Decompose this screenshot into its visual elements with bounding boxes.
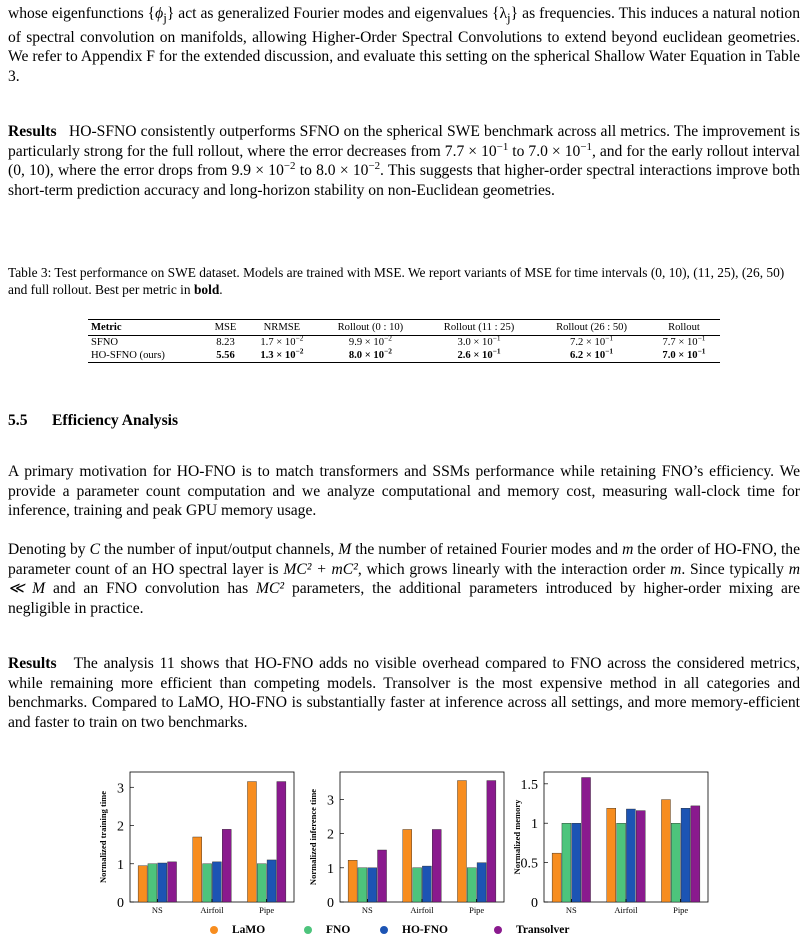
exponent: −1 (492, 346, 501, 356)
legend-label: HO-FNO (402, 924, 448, 936)
mantissa: 9.9 (348, 337, 363, 348)
exponent: −2 (295, 346, 304, 356)
intro-text: This induces a natural notion of spectral convolution on manifolds, allowing Higher-Order Spectral Convolutions to extend beyond euclidean geometries. We refer to Appendix F for the extended discussion, and evaluate this setting on the spherical Shallow Water Equation in Table 3. (8, 5, 800, 85)
bar (607, 808, 616, 902)
legend-marker (210, 926, 218, 934)
legend-label: Transolver (516, 924, 570, 936)
bar (422, 866, 431, 902)
bar (487, 781, 496, 902)
results-text: to 7.0 × 10 (508, 142, 581, 160)
results-table (88, 319, 720, 363)
legend-item-ho-fno (380, 924, 448, 936)
mantissa: 3.0 (457, 337, 471, 348)
intro-text: } act as generalized Fourier modes and eigenvalues {λ (166, 5, 508, 22)
results-text: , and for the early rollout interval (0, 10), where the error drops from 9.9 × 10 (8, 142, 800, 180)
bar (368, 868, 377, 902)
section-title (8, 412, 178, 430)
bar (358, 868, 367, 902)
bar (348, 860, 357, 902)
para-text: the order of HO-FNO, the parameter count of an HO spectral layer is (8, 541, 801, 578)
legend-item-lamo (210, 924, 265, 936)
math-formula: MC² (256, 580, 285, 598)
y-axis-label: Normalized memory (512, 799, 522, 875)
table-header: MSE (214, 322, 237, 333)
mantissa: 7.7 (662, 337, 676, 348)
bar (247, 782, 256, 902)
legend-marker (304, 926, 312, 934)
table-row (88, 336, 720, 350)
bar (138, 866, 147, 902)
section-number: 5.5 (8, 412, 28, 429)
table-cell: $2.6 \times 10^{-1}$ (457, 346, 501, 361)
table-cell: $1.3 \times 10^{-2}$ (260, 346, 304, 361)
results-text: The analysis 11 shows that HO-FNO adds no visible overhead compared to FNO across the considered metrics, while remaining more efficient than competing models. Transolver is the most expensive method in all categories and benchmarks. Compared to LaMO, HO-FNO is substantially faster at inference across all settings, and more memory-efficient and faster to train on two benchmarks. (8, 655, 800, 731)
training-time-chart (96, 766, 302, 922)
intro-text: whose eigenfunctions { (8, 5, 156, 22)
table-header: NRMSE (263, 322, 301, 333)
para-text: . Since typically (681, 560, 789, 578)
motivation-paragraph: A primary motivation for HO-FNO is to match transformers and SSMs performance while retaining FNO’s efficiency. We provide a parameter count computation and we analyze computational and memory cost, measuring wall-clock time for inference, training and peak GPU memory usage. (8, 463, 800, 520)
x-tick-label: NS (361, 905, 373, 915)
subscript: j (163, 10, 167, 26)
bar (636, 811, 645, 902)
y-tick-label: 1 (531, 817, 538, 833)
bar (378, 850, 387, 902)
caption-text: Test performance on SWE dataset. Models are trained with MSE. We report variants of MSE for time intervals (0, 10), (11, 25), (26, 50) and full rollout. Best per metric in (8, 265, 785, 297)
x-tick-label: NS (151, 905, 163, 915)
y-tick-label: 2 (117, 819, 124, 835)
para-text: parameters, the additional parameters introduced by higher-order mixing are negligible in practice. (8, 580, 800, 617)
mantissa: 1.3 (260, 350, 274, 361)
bar (582, 778, 591, 902)
table-header: Rollout (26 : 50) (556, 322, 627, 333)
x-tick-label: Airfoil (200, 905, 224, 915)
parameter-count-paragraph (8, 540, 800, 618)
exponent: −1 (605, 333, 614, 343)
y-tick-label: 1.5 (520, 777, 538, 793)
exponent: −2 (283, 160, 296, 172)
exponent: −1 (697, 346, 706, 356)
bar (257, 864, 266, 902)
bar (671, 823, 680, 902)
table-header: Metric (91, 322, 122, 333)
results-paragraph-1 (8, 122, 800, 200)
legend-marker (494, 926, 502, 934)
caption-bold: bold (193, 282, 220, 297)
bar (432, 829, 441, 902)
para-text: , which grows linearly with the interaction order (357, 560, 671, 578)
legend-label: LaMO (232, 924, 266, 936)
section-title-text: Efficiency Analysis (52, 412, 179, 429)
y-tick-label: 2 (327, 827, 334, 843)
table-header: Rollout (668, 322, 700, 333)
table-cell: $7.0 \times 10^{-1}$ (662, 346, 706, 361)
x-tick-label: Pipe (259, 905, 275, 915)
table-caption (8, 264, 800, 298)
table-cell: $7.2 \times 10^{-1}$ (570, 333, 614, 348)
mantissa: 7.2 (570, 337, 584, 348)
table-cell: $8.0 \times 10^{-2}$ (348, 346, 392, 361)
chart-legend (210, 924, 610, 940)
legend-marker (380, 926, 388, 934)
table-cell: $1.7 \times 10^{-2}$ (260, 333, 304, 348)
exponent: −1 (492, 333, 501, 343)
legend-item-fno (304, 924, 350, 936)
mantissa: 6.2 (569, 350, 584, 361)
exponent: −2 (295, 333, 304, 343)
para-text: the number of input/output channels, (100, 541, 339, 558)
x-tick-label: Pipe (469, 905, 485, 915)
math-symbol: M (338, 541, 352, 558)
table-row (88, 349, 720, 363)
intro-paragraph: whose eigenfunctions $\{\phi_j\}$ act as generalized Fourier modes and eigenvalues $\{\lambda_j\}$ as frequencies. This induces a natural notion of spectral convolution on manifolds, allowing Higher-Order Spectral Convolutions to extend beyond euclidean geometries. We refer to Appendix F for the extended discussion, and evaluate this setting on the spherical Shallow Water Equation in Table 3. (8, 5, 800, 85)
math-symbol: m (670, 560, 682, 578)
exponent: −2 (384, 333, 392, 343)
table-cell: 5.56 (216, 350, 235, 361)
y-tick-label: 0 (531, 896, 538, 911)
bar (661, 800, 670, 902)
mantissa: 2.6 (457, 350, 471, 361)
bar (148, 864, 157, 902)
legend-item-transolver (494, 924, 569, 936)
bar (457, 781, 466, 902)
x-tick-label: Airfoil (614, 905, 638, 915)
bar (203, 864, 212, 902)
math-symbol: C (89, 541, 100, 558)
caption-end: . (219, 282, 223, 297)
bar (477, 863, 486, 902)
bar (403, 829, 412, 902)
y-axis-label: Normalized inference time (308, 788, 318, 886)
math-symbol: m (622, 541, 634, 558)
exponent: −1 (697, 333, 706, 343)
bar (552, 853, 561, 902)
memory-chart (510, 766, 716, 922)
y-tick-label: 1 (327, 861, 334, 877)
x-tick-label: Airfoil (410, 905, 434, 915)
exponent: −1 (605, 346, 614, 356)
table-cell: SFNO (91, 337, 119, 348)
inference-time-chart (306, 766, 512, 922)
bar (277, 782, 286, 902)
mantissa: 1.7 (260, 337, 274, 348)
results-text: to 8.0 × 10 (295, 162, 369, 180)
results-paragraph-2 (8, 654, 800, 732)
bar (626, 809, 635, 902)
table-header: Rollout (0 : 10) (337, 322, 404, 333)
bar (168, 862, 177, 902)
exponent: −1 (496, 140, 509, 153)
y-axis-label: Normalized training time (98, 790, 108, 884)
bar (212, 862, 221, 902)
x-tick-label: Pipe (673, 905, 689, 915)
para-text: Denoting by (8, 541, 90, 558)
bar (267, 860, 276, 902)
caption-label: Table 3: (8, 265, 52, 280)
y-tick-label: 0 (327, 896, 334, 911)
bar (413, 868, 422, 902)
table-cell: $9.9 \times 10^{-2}$ (348, 333, 392, 348)
exponent: −2 (368, 160, 381, 172)
para-text: and an FNO convolution has (45, 580, 257, 598)
intro-text: } as frequencies. (510, 5, 615, 22)
subscript: j (507, 10, 511, 26)
para-text: the number of retained Fourier modes and (351, 541, 623, 558)
bar (158, 863, 167, 902)
y-tick-label: 0.5 (520, 856, 538, 872)
legend-label: FNO (326, 924, 351, 936)
results-text: . This suggests that higher-order spectral interactions improve both short-term prediction accuracy and long-horizon stability on non-Euclidean geometries. (8, 162, 800, 199)
math-formula: MC² + mC² (283, 560, 358, 578)
y-tick-label: 3 (117, 781, 124, 797)
bar (467, 868, 476, 902)
y-tick-label: 3 (327, 793, 334, 809)
bar (222, 829, 231, 902)
x-tick-label: NS (565, 905, 577, 915)
bar (193, 837, 202, 902)
bar (681, 808, 690, 902)
table-cell: $6.2 \times 10^{-1}$ (569, 346, 614, 361)
mantissa: 8.0 (348, 350, 363, 361)
exponent: −1 (580, 140, 592, 153)
table-cell: $7.7 \times 10^{-1}$ (662, 333, 706, 348)
results-text: HO-SFNO consistently outperforms SFNO on the spherical SWE benchmark across all metrics. The improvement is particularly strong for the full rollout, where the error decreases from 7.7 × 10 (8, 123, 800, 160)
mantissa: 7.0 (662, 350, 676, 361)
table-header: Rollout (11 : 25) (443, 322, 515, 333)
math-formula: m ≪ M (8, 560, 800, 598)
bar (617, 823, 626, 902)
table-cell: $3.0 \times 10^{-1}$ (457, 333, 501, 348)
table-header-row (88, 320, 720, 336)
table-cell: 8.23 (216, 337, 235, 348)
results-label: Results (8, 123, 57, 140)
bar (562, 823, 571, 902)
y-tick-label: 1 (117, 857, 124, 873)
bar (691, 806, 700, 902)
results-label: Results (8, 655, 57, 672)
bar (572, 823, 581, 902)
exponent: −2 (384, 346, 392, 356)
table-cell: HO-SFNO (ours) (91, 350, 165, 361)
y-tick-label: 0 (117, 896, 124, 911)
